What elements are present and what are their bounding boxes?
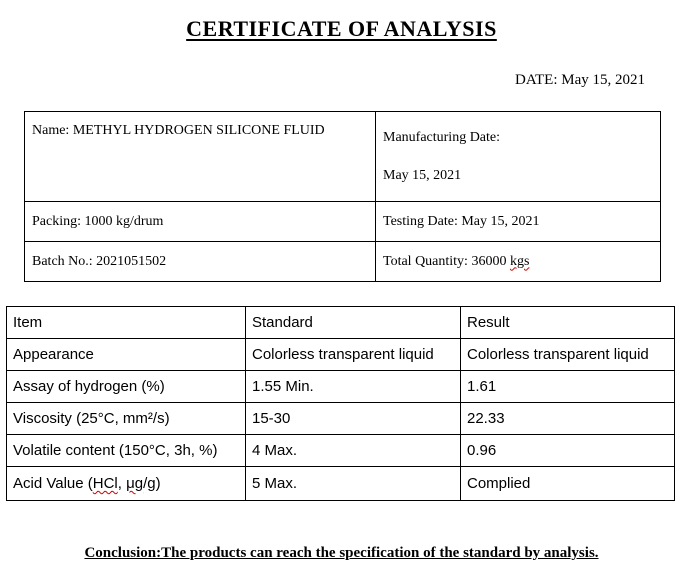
row-standard: 5 Max. xyxy=(246,467,461,501)
table-row xyxy=(7,339,675,371)
certificate-date: DATE: May 15, 2021 xyxy=(515,72,645,88)
row-item-ug: μg xyxy=(126,475,144,492)
total-quantity-value: Total Quantity: 36000 xyxy=(383,253,510,269)
batch-number: Batch No.: 2021051502 xyxy=(25,242,376,282)
total-quantity xyxy=(376,242,661,282)
testing-date: Testing Date: May 15, 2021 xyxy=(376,202,661,242)
row-standard: 4 Max. xyxy=(246,435,461,467)
manufacturing-date-label: Manufacturing Date: xyxy=(383,130,501,145)
specification-table xyxy=(6,306,675,501)
row-item: Viscosity (25°C, mm²/s) xyxy=(7,403,246,435)
table-row xyxy=(7,467,675,501)
row-result: 0.96 xyxy=(461,435,675,467)
packing: Packing: 1000 kg/drum xyxy=(25,202,376,242)
row-result: 1.61 xyxy=(461,371,675,403)
row-item-mid: , xyxy=(117,475,127,492)
row-item: Appearance xyxy=(7,339,246,371)
row-item: Assay of hydrogen (%) xyxy=(7,371,246,403)
row-item-prefix: Acid Value ( xyxy=(13,475,93,492)
document-title: CERTIFICATE OF ANALYSIS xyxy=(186,16,497,41)
table-row xyxy=(7,371,675,403)
row-standard: 15-30 xyxy=(246,403,461,435)
row-item-suffix: /g) xyxy=(143,475,161,492)
header-item: Item xyxy=(7,307,246,339)
header-result: Result xyxy=(461,307,675,339)
manufacturing-date-value: May 15, 2021 xyxy=(383,168,462,183)
row-item: Volatile content (150°C, 3h, %) xyxy=(7,435,246,467)
manufacturing-date-cell xyxy=(376,112,661,202)
table-header-row xyxy=(7,307,675,339)
product-info-table xyxy=(24,111,661,282)
conclusion: Conclusion:The products can reach the specification of the standard by analysis. xyxy=(84,545,599,561)
row-result: Colorless transparent liquid xyxy=(461,339,675,371)
row-standard: Colorless transparent liquid xyxy=(246,339,461,371)
total-quantity-unit: kgs xyxy=(509,253,530,269)
row-standard: 1.55 Min. xyxy=(246,371,461,403)
row-item xyxy=(7,467,246,501)
table-row xyxy=(7,435,675,467)
product-name: Name: METHYL HYDROGEN SILICONE FLUID xyxy=(25,112,376,202)
header-standard: Standard xyxy=(246,307,461,339)
row-item-hcl: HCl xyxy=(92,475,118,492)
row-result: 22.33 xyxy=(461,403,675,435)
table-row xyxy=(7,403,675,435)
row-result: Complied xyxy=(461,467,675,501)
